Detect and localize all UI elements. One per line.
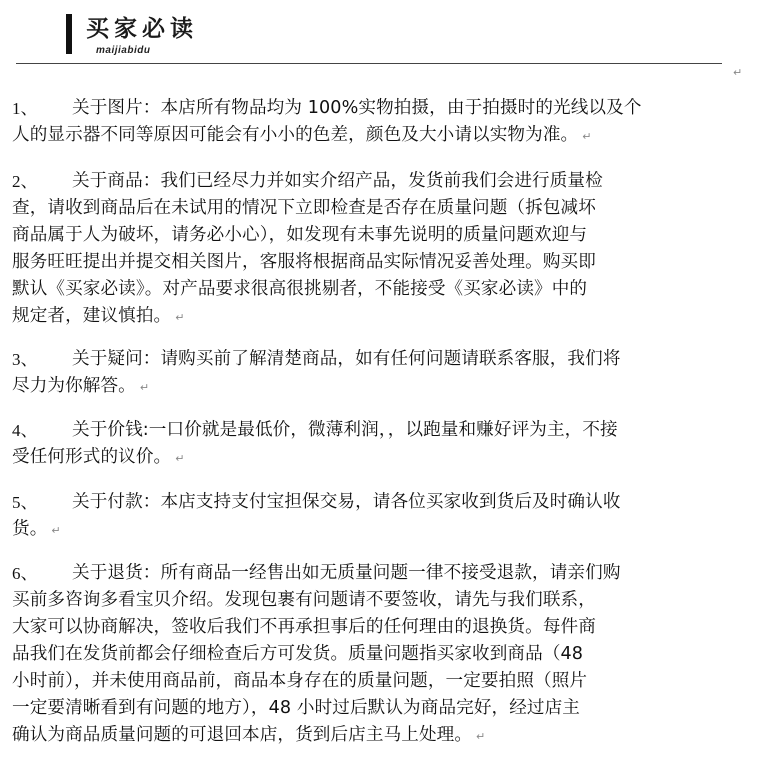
notice-item-payment [12,489,742,543]
item-text-line: 货。 ↵ [12,519,61,539]
item-text-line: 关于商品：我们已经尽力并如实介绍产品，发货前我们会进行质量检 [72,171,603,191]
item-text-line: 一定要清晰看到有问题的地方），48 小时过后默认为商品完好，经过店主 [12,698,580,718]
item-text-line: 默认《买家必读》。对产品要求很高很挑剔者，不能接受《买家必读》中的 [12,279,588,299]
paragraph-mark-icon: ↵ [139,381,150,394]
item-number: 5、 [12,493,38,512]
item-text-line: 规定者，建议慎拍。 ↵ [12,306,185,326]
item-text-line: 查，请收到商品后在未试用的情况下立即检查是否存在质量问题（拆包减坏 [12,198,596,218]
item-text-line: 关于付款：本店支持支付宝担保交易，请各位买家收到货后及时确认收 [72,492,621,512]
item-number: 4、 [12,421,38,440]
item-text-line: 关于退货：所有商品一经售出如无质量问题一律不接受退款，请亲们购 [72,563,621,583]
page-title: 买家必读 [86,16,198,42]
item-text-line: 关于价钱:一口价就是最低价，微薄利润，，以跑量和赚好评为主，不接 [72,420,618,440]
item-text-line: 大家可以协商解决，签收后我们不再承担事后的任何理由的退换货。每件商 [12,617,596,637]
paragraph-mark-icon: ↵ [476,730,486,743]
item-text-line: 关于图片：本店所有物品均为 100%实物拍摄，由于拍摄时的光线以及个 [72,98,642,118]
item-text-line: 品我们在发货前都会仔细检查后方可发货。质量问题指买家收到商品（48 [12,644,584,664]
item-number: 6、 [12,564,38,583]
item-number: 3、 [12,350,38,369]
item-text-line: 服务旺旺提出并提交相关图片，客服将根据商品实际情况妥善处理。购买即 [12,252,596,272]
paragraph-mark-icon: ↵ [51,524,61,537]
paragraph-mark-icon: ↵ [175,311,185,324]
paragraph-mark-icon: ↵ [582,130,592,143]
paragraph-mark-icon: ↵ [733,66,743,79]
item-text-line: 商品属于人为破坏，请务必小心），如发现有未事先说明的质量问题欢迎与 [12,225,588,245]
item-text-line: 人的显示器不同等原因可能会有小小的色差，颜色及大小请以实物为准。 ↵ [12,125,592,145]
item-text-line: 买前多咨询多看宝贝介绍。发现包裹有问题请不要签收，请先与我们联系， [12,590,596,610]
item-text-line: 小时前），并未使用商品前，商品本身存在的质量问题，一定要拍照（照片 [12,671,588,691]
notice-item-products [12,168,742,330]
notice-item-returns [12,560,742,749]
item-text-line: 尽力为你解答。 ↵ [12,376,150,396]
item-text-line: 受任何形式的议价。 ↵ [12,447,185,467]
notice-item-pictures [12,95,742,149]
item-text-line: 确认为商品质量问题的可退回本店，货到后店主马上处理。 ↵ [12,725,486,745]
notice-item-price [12,417,742,471]
item-number: 1、 [12,99,38,118]
item-text-line: 关于疑问：请购买前了解清楚商品，如有任何问题请联系客服，我们将 [72,349,621,369]
page-subtitle: maijiabidu [96,45,151,56]
paragraph-mark-icon: ↵ [175,452,185,465]
notice-item-questions [12,346,742,400]
item-number: 2、 [12,172,38,191]
